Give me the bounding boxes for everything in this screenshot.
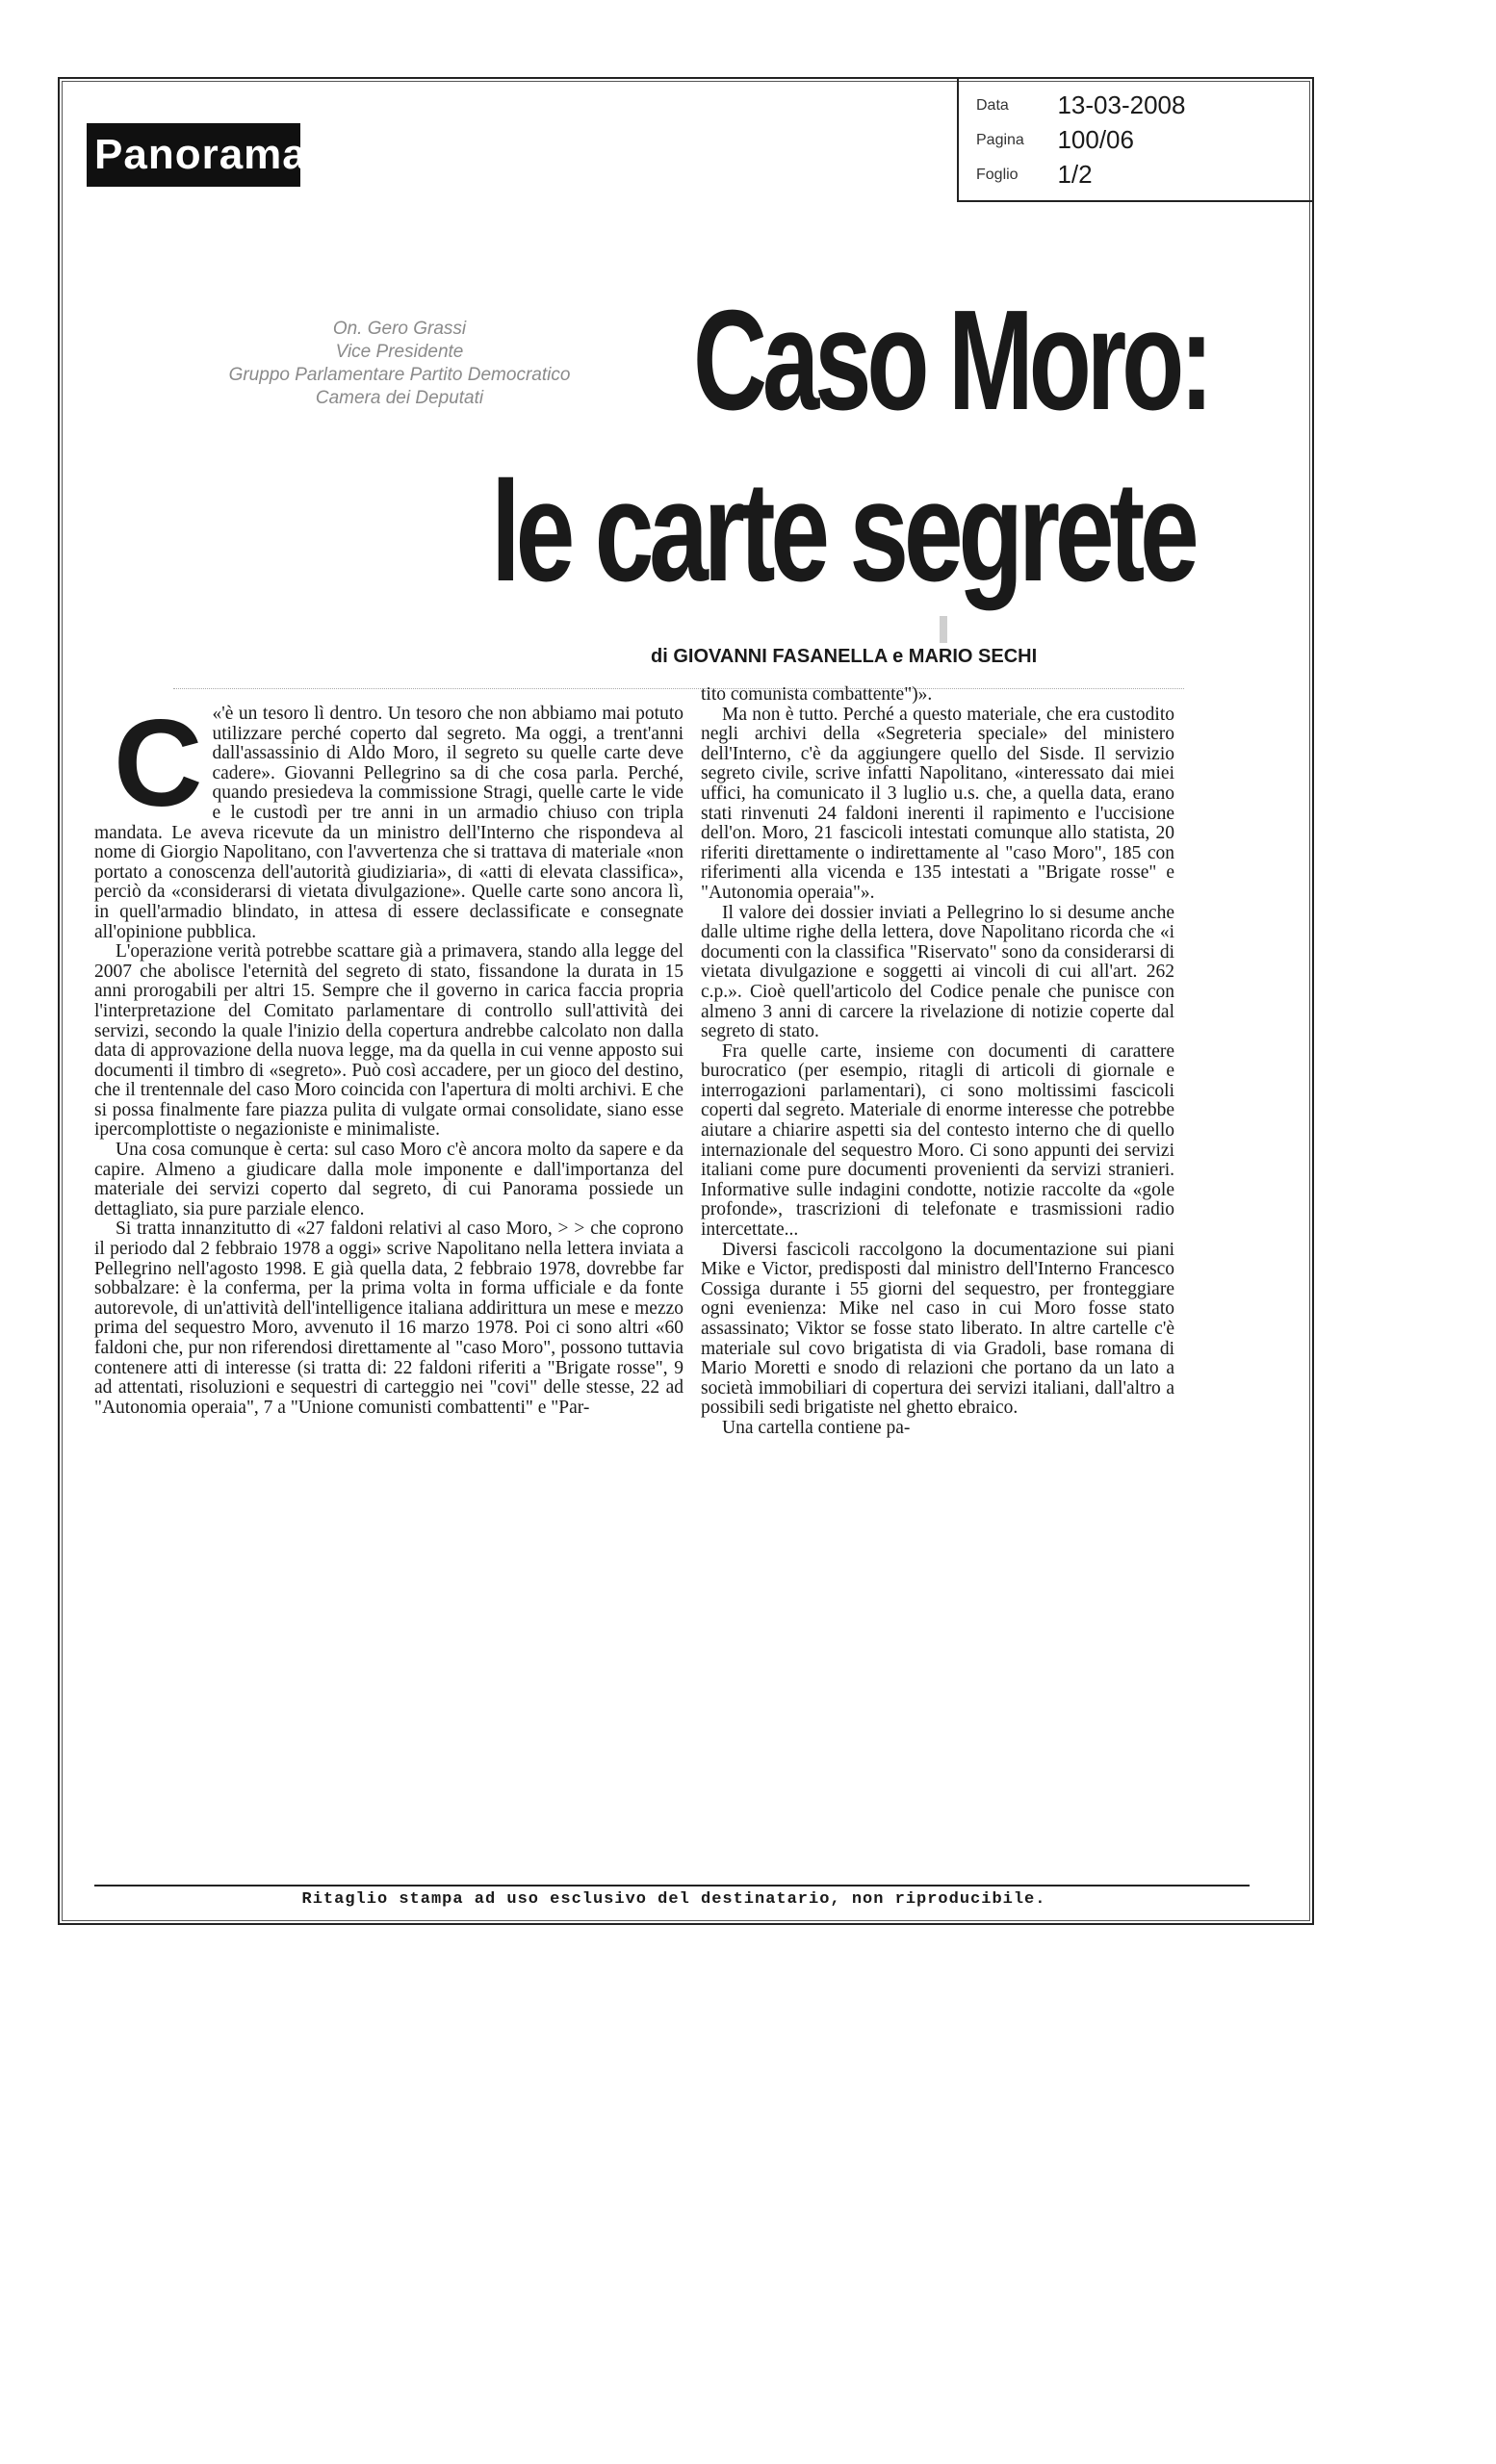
paragraph: L'operazione verità potrebbe scattare già a primavera, stando alla legge del 2007 che abolisce l'eternità del segreto di stato, fissandone la durata in 15 anni prorogabili per altri 15. Sempre che il governo in carica faccia propria l'interpretazione del Comitato parlamentare di controllo sull'attività dei servizi, secondo la quale l'inizio della copertura andrebbe calcolato non dalla data di approvazione della nuova legge, ma da quella in cui venne apposto sui documenti il timbro di «segreto». Può così accadere, per un gioco del destino, che il trentennale del caso Moro coincida con l'apertura di molti archivi. E che si possa finalmente fare piazza pulita di vulgate ormai consolidate, siano esse ipercomplottiste o negazioniste e minimaliste.: [94, 941, 684, 1141]
stamp-line-chamber: Camera dei Deputati: [315, 388, 484, 408]
paragraph: Ma non è tutto. Perché a questo materiale, che era custodito negli archivi della «Segreteria speciale» del ministero dell'Interno, c'è da aggiungere quello del Sisde. Il servizio segreto civile, scrive infatti Napolitano, «interessato dai miei uffici, ha comunicato il 3 luglio u.s. che, a quella data, erano stati rinvenuti 24 faldoni inerenti il rapimento e l'uccisione dell'on. Moro, 21 fascicoli intestati comunque allo statista, 20 riferiti direttamente o indirettamente al "caso Moro", 185 con riferimenti alla vicenda e 135 intestati a "Brigate rosse" e "Autonomia operaia"».: [701, 704, 1174, 903]
stamp-line-role: Vice Presidente: [335, 342, 464, 362]
article-column-right: [701, 685, 1174, 1439]
byline: [651, 646, 1037, 668]
clipping-disclaimer: Ritaglio stampa ad uso esclusivo del destinatario, non riproducibile.: [301, 1890, 1046, 1909]
meta-page-value: 100/06: [1057, 125, 1134, 154]
meta-sheet-value: 1/2: [1057, 160, 1093, 189]
meta-sheet-row: [976, 160, 1093, 190]
headline-line-2: le carte segrete: [491, 452, 1195, 611]
paragraph: Una cartella contiene pa-: [722, 1417, 911, 1438]
drop-cap: C: [114, 695, 203, 833]
byline-prefix: di: [651, 646, 668, 667]
byline-authors: GIOVANNI FASANELLA e MARIO SECHI: [673, 646, 1038, 667]
meta-date-value: 13-03-2008: [1057, 90, 1186, 119]
paragraph: Il valore dei dossier inviati a Pellegrino lo si desume anche dalle ultime righe della lettera, dove Napolitano ricorda che «i documenti con la classifica "Riservato" sono da considerarsi di vietata divulgazione e soggetti ai vincoli di cui all'art. 262 c.p.». Cioè quell'articolo del Codice penale che punisce con almeno 3 anni di carcere la rivelazione di notizie coperte dal segreto di stato.: [701, 902, 1174, 1042]
paragraph: Fra quelle carte, insieme con documenti di carattere burocratico (per esempio, ritagli di articoli di giornale e interrogazioni parlamentari), ci sono moltissimi fascicoli coperti dal segreto. Materiale di enorme interesse che potrebbe aiutare a chiarire aspetti sia del contesto interno che di quello internazionale del sequestro Moro. Ci sono appunti dei servizi italiani come pure documenti provenienti da servizi stranieri. Informative sulle indagini condotte, notizie raccolte da «gole profonde», trascrizioni di telefonate e trasmissioni radio intercettate...: [701, 1040, 1174, 1241]
scan-mark: [940, 616, 947, 643]
clipping-meta-box: [957, 77, 1314, 202]
meta-sheet-label: Foglio: [976, 166, 1019, 183]
meta-date-label: Data: [976, 96, 1009, 114]
paragraph: Una cosa comunque è certa: sul caso Moro c'è ancora molto da sapere e da capire. Almeno a giudicare dalla mole imponente e dall'importanza del materiale dei servizi coperto dal segreto, di cui Panorama possiede un dettagliato, sia pure parziale elenco.: [94, 1140, 684, 1219]
deputy-stamp: [193, 318, 606, 410]
article-column-left: [94, 695, 684, 1418]
paragraph: Diversi fascicoli raccolgono la documentazione sui piani Mike e Victor, predisposti dal ministro dell'Interno Francesco Cossiga durante i 55 giorni del sequestro, per fronteggiare ogni evenienza: Mike nel caso in cui Moro fosse stato assassinato; Viktor se fosse stato liberato. In altre cartelle c'è materiale sul covo brigatista di via Gradoli, base romana di Mario Moretti e snodo di relazioni che portano da un lato a società immobiliari di copertura dei servizi italiani, dall'altro a possibili sedi brigatiste nel ghetto ebraico.: [701, 1239, 1174, 1419]
meta-date-row: [976, 90, 1185, 120]
stamp-line-name: On. Gero Grassi: [332, 319, 467, 339]
panorama-logo: Panorama: [87, 123, 300, 187]
stamp-line-group: Gruppo Parlamentare Partito Democratico: [228, 365, 571, 385]
paragraph: tito comunista combattente")».: [701, 684, 933, 705]
meta-page-label: Pagina: [976, 131, 1024, 148]
paragraph: Si tratta innanzitutto di «27 faldoni relativi al caso Moro, > > che coprono il periodo dal 2 febbraio 1978 a oggi» scrive Napolitano nella lettera inviata a Pellegrino nell'agosto 1998. E già quella data, 2 febbraio 1978, dovrebbe far sobbalzare: è la conferma, per la prima volta in forma ufficiale e da fonte autorevole, di un'attività dell'intelligence italiana addirittura un mese e mezzo prima del sequestro Moro, avvenuto il 16 marzo 1978. Poi ci sono altri «60 faldoni che, pur non riferendosi direttamente al "caso Moro", possono tuttavia contenere atti di interesse (si tratta di: 22 faldoni riferiti a "Brigate rosse", 9 ad attentati, risoluzioni e sequestri di carteggio nei "covi" delle stesse, 22 ad "Autonomia operaia", 7 a "Unione comunisti combattenti" e "Par-: [94, 1219, 684, 1418]
paragraph: «'è un tesoro lì dentro. Un tesoro che non abbiamo mai potuto utilizzare perché coperto dal segreto. Ma oggi, a trent'anni dall'assassinio di Aldo Moro, il segreto su quelle carte deve cadere». Giovanni Pellegrino sa di che cosa parla. Perché, quando presiedeva la commissione Stragi, quelle carte le vide e le custodì per tre anni in un armadio chiuso con tripla mandata. Le aveva ricevute da un ministro dell'Interno che rispondeva al nome di Giorgio Napolitano, con l'avvertenza che si trattava di materiale «non portato a conoscenza dell'autorità giudiziaria», di «atti di elevata classifica», perciò da «considerarsi di vietata divulgazione». Quelle carte sono ancora lì, in quell'armadio blindato, in attesa di essere declassificate e consegnate all'opinione pubblica.: [94, 704, 684, 942]
meta-page-row: [976, 125, 1134, 155]
headline-line-1: Caso Moro:: [693, 281, 1209, 440]
footer-divider: [94, 1885, 1250, 1886]
